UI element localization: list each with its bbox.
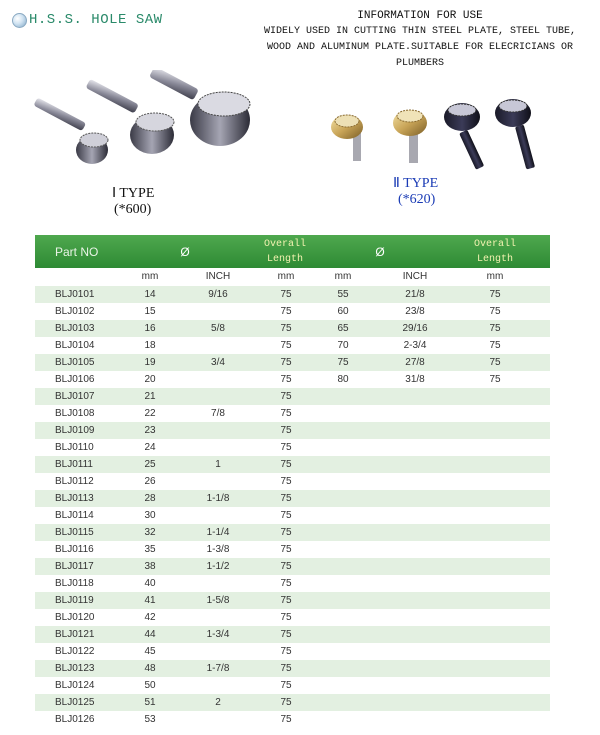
unit-mm: mm — [334, 271, 352, 282]
overall-length-mm: 75 — [280, 629, 292, 640]
table-row — [35, 337, 550, 354]
diameter-inch: 2 — [215, 697, 221, 708]
part-number: BLJ0122 — [55, 646, 95, 657]
part-number: BLJ0123 — [55, 663, 95, 674]
overall-length-mm: 75 — [280, 425, 292, 436]
table-row — [35, 541, 550, 558]
table-row — [35, 354, 550, 371]
type2-overall-length-mm: 75 — [489, 374, 501, 385]
overall-length-mm: 75 — [280, 289, 292, 300]
diameter-inch: 3/4 — [211, 357, 225, 368]
table-units-row — [35, 268, 550, 286]
type2-diameter-inch: 29/16 — [402, 323, 428, 334]
page-title — [12, 12, 163, 28]
overall-length-mm: 75 — [280, 680, 292, 691]
type2-overall-length-mm: 75 — [489, 289, 501, 300]
diameter-inch: 1-5/8 — [206, 595, 230, 606]
type2-diameter-inch: 23/8 — [405, 306, 425, 317]
overall-length-mm: 75 — [280, 306, 292, 317]
diameter-mm: 40 — [144, 578, 156, 589]
type2-diameter-inch: 31/8 — [405, 374, 425, 385]
part-number: BLJ0107 — [55, 391, 95, 402]
table-row — [35, 371, 550, 388]
unit-mm: mm — [141, 271, 159, 282]
type2-label — [393, 176, 438, 208]
type2-overall-length-mm: 75 — [489, 306, 501, 317]
overall-length-mm: 75 — [280, 646, 292, 657]
table-row — [35, 439, 550, 456]
type2-overall-length-mm: 75 — [489, 357, 501, 368]
part-number: BLJ0121 — [55, 629, 95, 640]
overall-length-mm: 75 — [280, 340, 292, 351]
unit-mm: mm — [486, 271, 504, 282]
diameter-inch: 1-3/4 — [206, 629, 230, 640]
diameter-mm: 14 — [144, 289, 156, 300]
type2-diameter-mm: 75 — [337, 357, 349, 368]
specification-table — [35, 235, 550, 728]
overall-length-mm: 75 — [280, 578, 292, 589]
diameter-mm: 38 — [144, 561, 156, 572]
type2-diameter-mm: 70 — [337, 340, 349, 351]
table-row — [35, 422, 550, 439]
overall-length-mm: 75 — [280, 697, 292, 708]
page-title-text: H.S.S. HOLE SAW — [29, 12, 163, 28]
table-body — [35, 286, 550, 728]
table-row — [35, 473, 550, 490]
header-part-no: Part NO — [55, 245, 99, 259]
header-diameter-type1: Ø — [180, 245, 190, 259]
part-number: BLJ0101 — [55, 289, 95, 300]
part-number: BLJ0125 — [55, 697, 95, 708]
overall-length-mm: 75 — [280, 544, 292, 555]
part-number: BLJ0102 — [55, 306, 95, 317]
table-row — [35, 303, 550, 320]
type2-diameter-inch: 27/8 — [405, 357, 425, 368]
table-row — [35, 490, 550, 507]
diameter-inch: 1-1/8 — [206, 493, 230, 504]
overall-length-mm: 75 — [280, 493, 292, 504]
part-number: BLJ0120 — [55, 612, 95, 623]
diameter-mm: 15 — [144, 306, 156, 317]
usage-info-line: WIDELY USED IN CUTTING THIN STEEL PLATE, STEEL TUBE, — [263, 26, 577, 37]
overall-length-mm: 75 — [280, 714, 292, 725]
table-row — [35, 609, 550, 626]
part-number: BLJ0116 — [55, 544, 94, 555]
part-number: BLJ0124 — [55, 680, 95, 691]
unit-mm: mm — [277, 271, 295, 282]
diameter-mm: 32 — [144, 527, 156, 538]
table-header — [35, 235, 550, 268]
part-number: BLJ0109 — [55, 425, 95, 436]
unit-inch: INCH — [205, 271, 231, 282]
overall-length-mm: 75 — [280, 459, 292, 470]
diameter-inch: 1-7/8 — [206, 663, 230, 674]
header-diameter-type2: Ø — [375, 245, 385, 259]
overall-length-mm: 75 — [280, 323, 292, 334]
diameter-mm: 42 — [144, 612, 156, 623]
type2-diameter-mm: 60 — [337, 306, 349, 317]
table-row — [35, 660, 550, 677]
type2-code: (*620) — [398, 192, 436, 207]
usage-info-line: PLUMBERS — [395, 58, 444, 69]
header-overall-length-type2: Overall Length — [473, 239, 516, 265]
overall-length-mm: 75 — [280, 476, 292, 487]
overall-length-mm: 75 — [280, 527, 292, 538]
usage-info-line: WOOD AND ALUMINUM PLATE.SUITABLE FOR ELECRICIANS OR — [266, 42, 574, 53]
diameter-inch: 7/8 — [211, 408, 225, 419]
diameter-mm: 21 — [144, 391, 156, 402]
part-number: BLJ0114 — [55, 510, 94, 521]
diameter-mm: 45 — [144, 646, 156, 657]
table-row — [35, 524, 550, 541]
diameter-mm: 41 — [144, 595, 156, 606]
type1-hole-saw-image — [30, 70, 260, 180]
diameter-mm: 26 — [144, 476, 156, 487]
overall-length-mm: 75 — [280, 561, 292, 572]
unit-inch: INCH — [402, 271, 428, 282]
header-overall-length-type1: Overall Length — [263, 239, 306, 265]
usage-info-heading: INFORMATION FOR USE — [357, 10, 483, 22]
part-number: BLJ0126 — [55, 714, 95, 725]
diameter-mm: 24 — [144, 442, 156, 453]
type1-name: Ⅰ TYPE — [112, 186, 155, 201]
diameter-mm: 16 — [144, 323, 156, 334]
diameter-mm: 19 — [144, 357, 156, 368]
type2-diameter-inch: 2-3/4 — [403, 340, 427, 351]
overall-length-mm: 75 — [280, 442, 292, 453]
overall-length-mm: 75 — [280, 391, 292, 402]
diameter-inch: 5/8 — [211, 323, 225, 334]
table-row — [35, 558, 550, 575]
table-row — [35, 643, 550, 660]
type2-hole-saw-image — [325, 95, 555, 175]
bullet-icon — [12, 13, 27, 28]
type2-diameter-mm: 65 — [337, 323, 349, 334]
type2-diameter-mm: 80 — [337, 374, 349, 385]
usage-info — [255, 8, 585, 72]
diameter-mm: 18 — [144, 340, 156, 351]
table-row — [35, 677, 550, 694]
diameter-mm: 53 — [144, 714, 156, 725]
diameter-mm: 22 — [144, 408, 156, 419]
diameter-mm: 25 — [144, 459, 156, 470]
table-row — [35, 456, 550, 473]
part-number: BLJ0103 — [55, 323, 95, 334]
table-row — [35, 626, 550, 643]
table-row — [35, 286, 550, 303]
diameter-inch: 1-3/8 — [206, 544, 230, 555]
table-row — [35, 405, 550, 422]
overall-length-mm: 75 — [280, 595, 292, 606]
part-number: BLJ0112 — [55, 476, 94, 487]
part-number: BLJ0110 — [55, 442, 94, 453]
diameter-mm: 23 — [144, 425, 156, 436]
part-number: BLJ0117 — [55, 561, 94, 572]
part-number: BLJ0106 — [55, 374, 95, 385]
diameter-mm: 51 — [144, 697, 156, 708]
diameter-mm: 50 — [144, 680, 156, 691]
type2-diameter-inch: 21/8 — [405, 289, 425, 300]
diameter-inch: 9/16 — [208, 289, 228, 300]
type2-name: Ⅱ TYPE — [393, 176, 439, 191]
table-row — [35, 592, 550, 609]
diameter-mm: 48 — [144, 663, 156, 674]
overall-length-mm: 75 — [280, 510, 292, 521]
type1-label — [112, 186, 154, 218]
part-number: BLJ0105 — [55, 357, 95, 368]
overall-length-mm: 75 — [280, 612, 292, 623]
overall-length-mm: 75 — [280, 357, 292, 368]
table-row — [35, 320, 550, 337]
diameter-inch: 1-1/4 — [206, 527, 230, 538]
part-number: BLJ0108 — [55, 408, 95, 419]
diameter-mm: 20 — [144, 374, 156, 385]
diameter-mm: 30 — [144, 510, 156, 521]
part-number: BLJ0104 — [55, 340, 95, 351]
part-number: BLJ0119 — [55, 595, 94, 606]
table-row — [35, 575, 550, 592]
type1-code: (*600) — [114, 202, 152, 217]
type2-diameter-mm: 55 — [337, 289, 349, 300]
table-row — [35, 711, 550, 728]
table-row — [35, 507, 550, 524]
table-row — [35, 694, 550, 711]
diameter-inch: 1-1/2 — [206, 561, 230, 572]
part-number: BLJ0111 — [55, 459, 93, 470]
overall-length-mm: 75 — [280, 663, 292, 674]
type2-overall-length-mm: 75 — [489, 340, 501, 351]
diameter-mm: 35 — [144, 544, 156, 555]
part-number: BLJ0115 — [55, 527, 94, 538]
overall-length-mm: 75 — [280, 408, 292, 419]
overall-length-mm: 75 — [280, 374, 292, 385]
table-row — [35, 388, 550, 405]
part-number: BLJ0113 — [55, 493, 94, 504]
type2-overall-length-mm: 75 — [489, 323, 501, 334]
part-number: BLJ0118 — [55, 578, 94, 589]
diameter-mm: 44 — [144, 629, 156, 640]
diameter-mm: 28 — [144, 493, 156, 504]
diameter-inch: 1 — [215, 459, 221, 470]
